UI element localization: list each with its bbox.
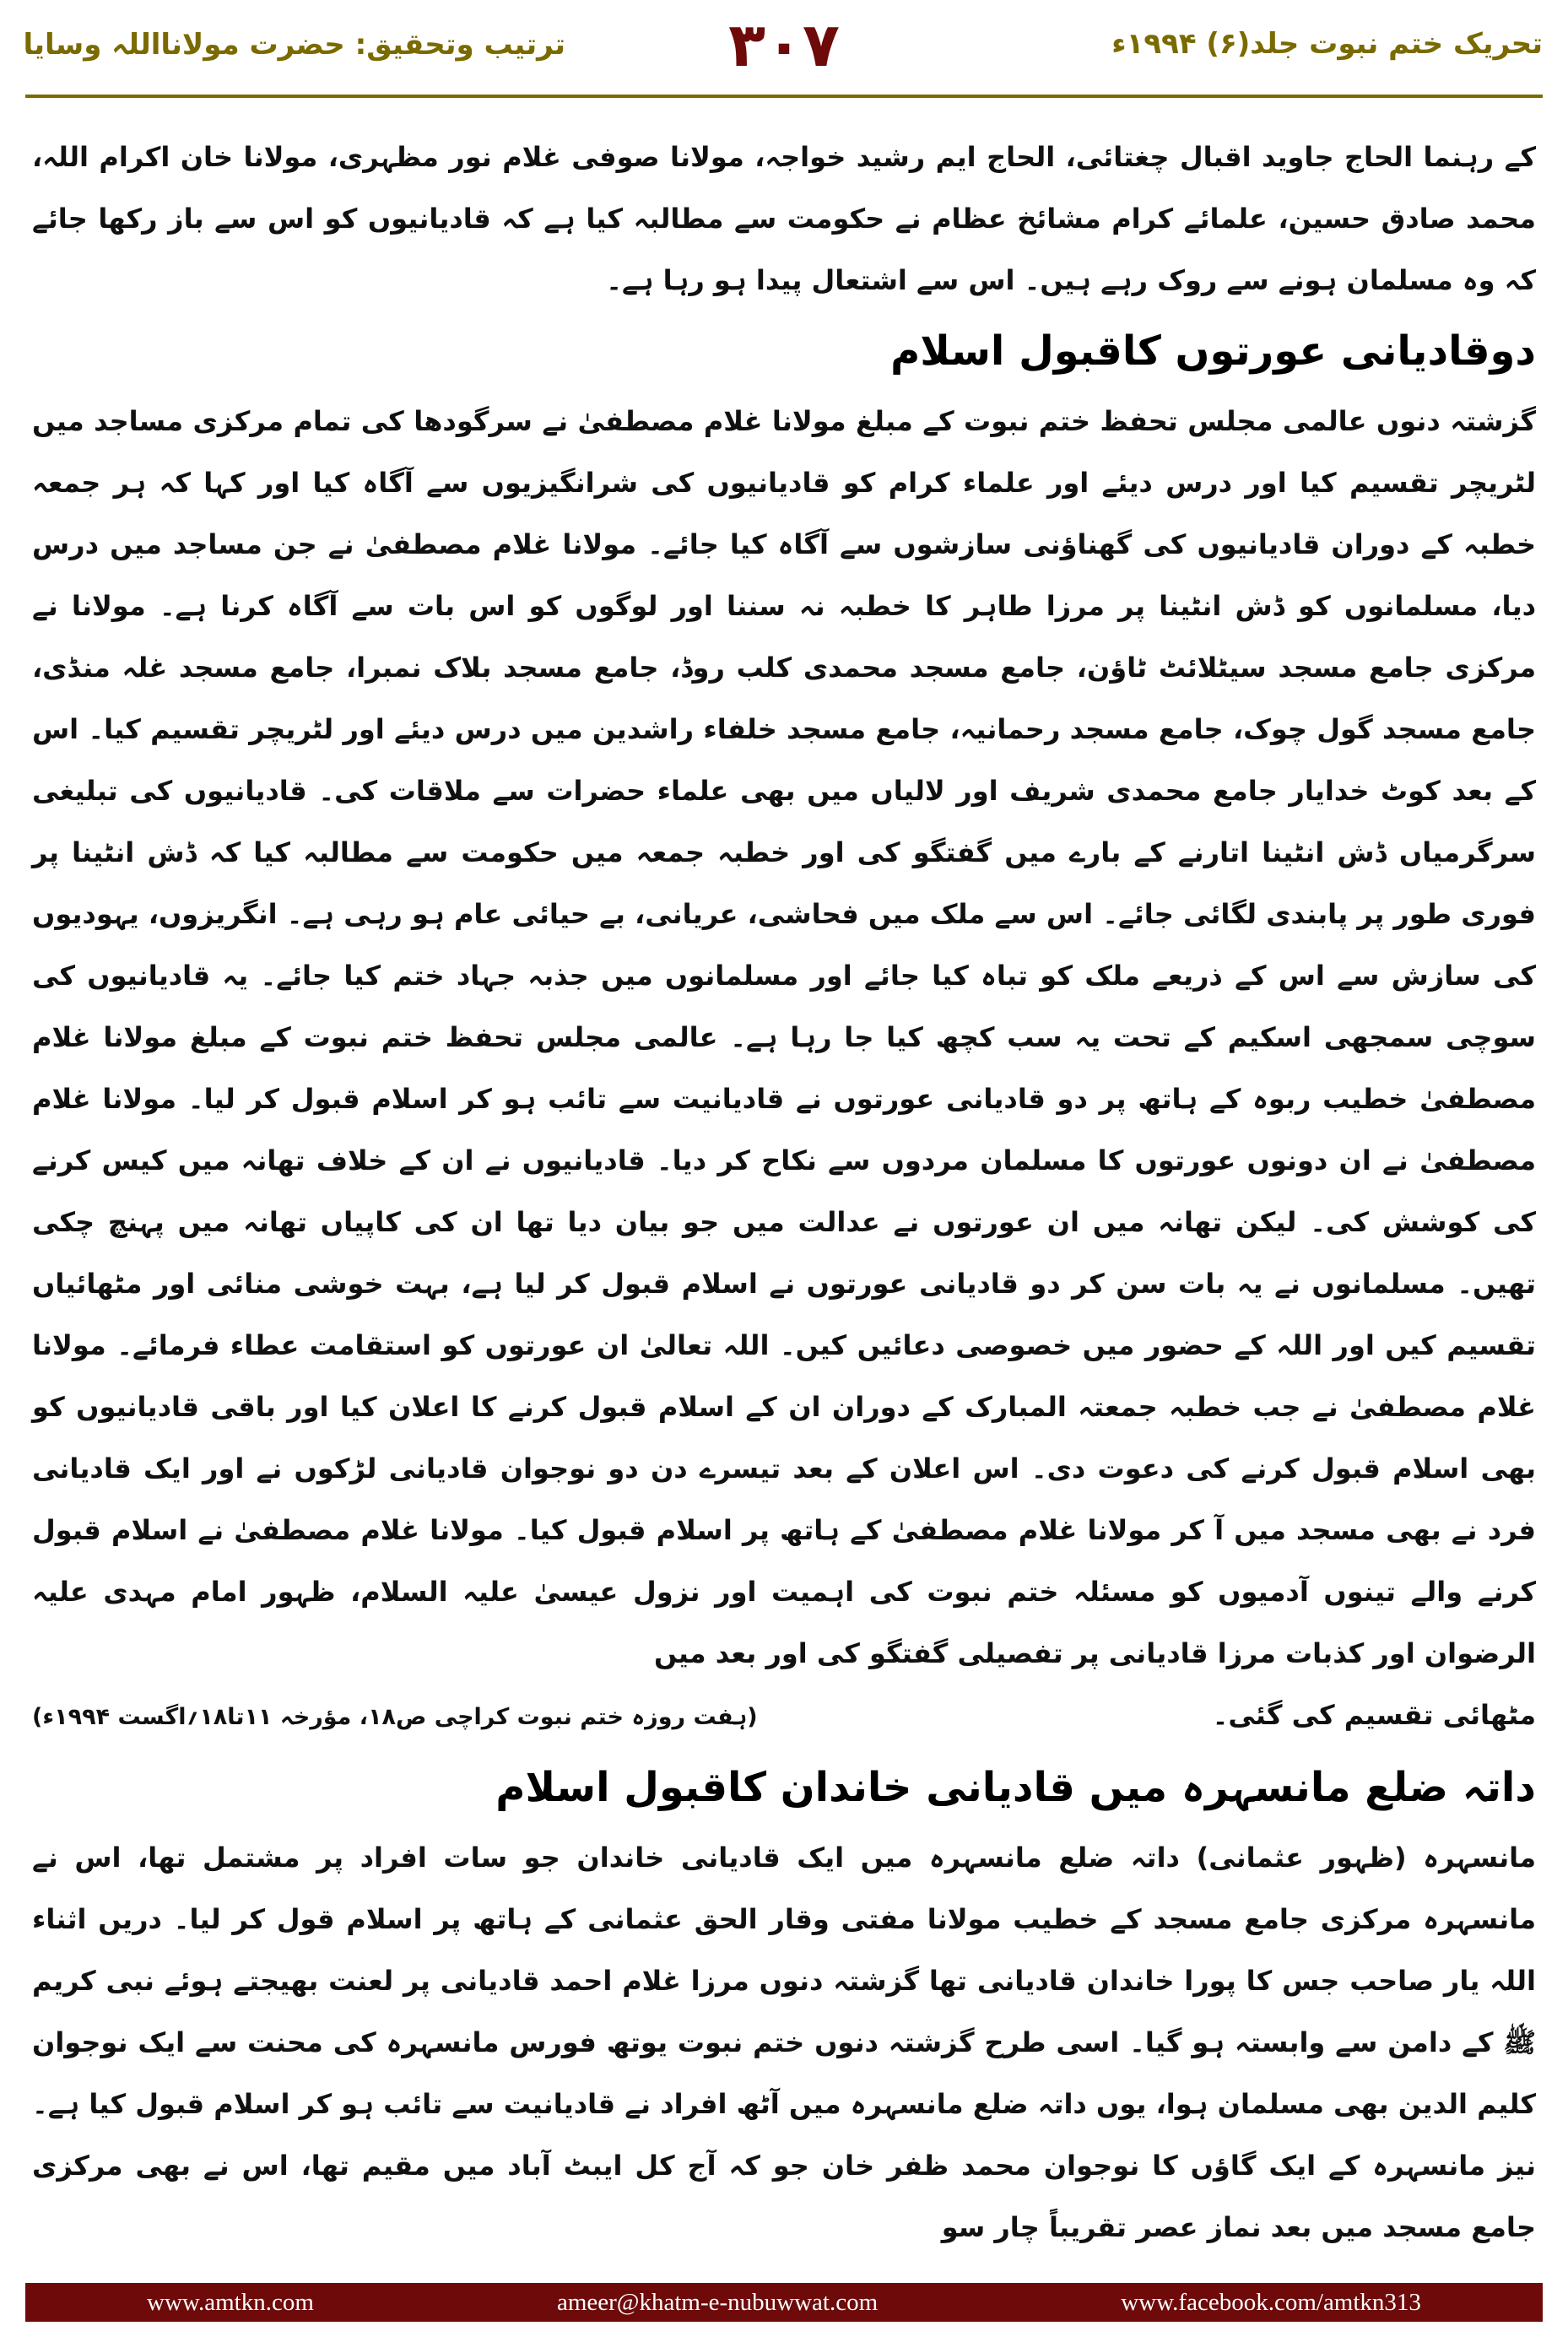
footer-email-link[interactable]: ameer@khatm-e-nubuwwat.com bbox=[556, 2288, 879, 2316]
book-title: تحریک ختم نبوت جلد(۶) ۱۹۹۴ء bbox=[1111, 27, 1543, 61]
section2-body: مانسہرہ (ظہور عثمانی) داتہ ضلع مانسہرہ میں ایک قادیانی خاندان جو سات افراد پر مشتمل تھا، اس نے مانسہرہ مرکزی جامع مسجد کے خطیب مولانا مفتی وقار الحق عثمانی کے ہاتھ پر اسلام قول کر لیا۔ دریں اثناء اللہ یار صاحب جس کا پورا خاندان قادیانی تھا گزشتہ دنوں مرزا غلام احمد قادیانی پر لعنت بھیجتے ہوئے نبی کریم ﷺ کے دامن سے وابستہ ہو گیا۔ اسی طرح گزشتہ دنوں ختم نبوت یوتھ فورس مانسہرہ کی محنت سے ایک نوجوان کلیم الدین بھی مسلمان ہوا، یوں داتہ ضلع مانسہرہ میں آٹھ افراد نے قادیانیت سے تائب ہو کر اسلام قبول کیا ہے۔ نیز مانسہرہ کے ایک گاؤں کا نوجوان محمد ظفر خان جو کہ آج کل ایبٹ آباد میں مقیم تھا، اس نے بھی مرکزی جامع مسجد میں بعد نماز عصر تقریباً چار سو bbox=[32, 1842, 1537, 2243]
section1-closing bbox=[32, 1685, 1536, 1748]
page-number: ۳۰۷ bbox=[728, 9, 840, 80]
footer-facebook-link[interactable]: www.facebook.com/amtkn313 bbox=[1121, 2288, 1421, 2316]
section2-heading: داتہ ضلع مانسہرہ میں قادیانی خاندان کاقبول اسلام bbox=[495, 1764, 1536, 1811]
section1-body: گزشتہ دنوں عالمی مجلس تحفظ ختم نبوت کے مبلغ مولانا غلام مصطفیٰ نے سرگودھا کی تمام مرکزی مساجد میں لٹریچر تقسیم کیا اور درس دیئے اور علماء کرام کو قادیانیوں کی شرانگیزیوں سے آگاہ کیا اور کہا کہ ہر جمعہ خطبہ کے دوران قادیانیوں کی گھناؤنی سازشوں سے آگاہ کیا جائے۔ مولانا غلام مصطفیٰ نے جن مساجد میں درس دیا، مسلمانوں کو ڈش انٹینا پر مرزا طاہر کا خطبہ نہ سننا اور لوگوں کو اس بات سے آگاہ کرنا ہے۔ مولانا نے مرکزی جامع مسجد سیٹلائٹ ٹاؤن، جامع مسجد محمدی کلب روڈ، جامع مسجد بلاک نمبرا، جامع مسجد غلہ منڈی، جامع مسجد گول چوک، جامع مسجد رحمانیہ، جامع مسجد خلفاء راشدین میں درس دیئے اور لٹریچر تقسیم کیا۔ اس کے بعد کوٹ خدایار جامع محمدی شریف اور لالیاں میں بھی علماء حضرات سے ملاقات کی۔ قادیانیوں کی تبلیغی سرگرمیاں ڈش انٹینا اتارنے کے بارے میں گفتگو کی اور خطبہ جمعہ میں حکومت سے مطالبہ کیا کہ ڈش انٹینا پر فوری طور پر پابندی لگائی جائے۔ اس سے ملک میں فحاشی، عریانی، بے حیائی عام ہو رہی ہے۔ انگریزوں، یہودیوں کی سازش سے اس کے ذریعے ملک کو تباہ کیا جائے اور مسلمانوں میں جذبہ جہاد ختم کیا جائے۔ یہ قادیانیوں کی سوچی سمجھی اسکیم کے تحت یہ سب کچھ کیا جا رہا ہے۔ عالمی مجلس تحفظ ختم نبوت کے مبلغ مولانا غلام مصطفیٰ خطیب ربوہ کے ہاتھ پر دو قادیانی عورتوں نے قادیانیت سے تائب ہو کر اسلام قبول کر لیا۔ مولانا غلام مصطفیٰ نے ان دونوں عورتوں کا مسلمان مردوں سے نکاح کر دیا۔ قادیانیوں نے ان کے خلاف تھانہ میں کیس کرنے کی کوشش کی۔ لیکن تھانہ میں ان عورتوں نے عدالت میں جو بیان دیا تھا ان کی کاپیاں تھانہ میں پہنچ چکی تھیں۔ مسلمانوں نے یہ بات سن کر دو قادیانی عورتوں نے اسلام قبول کر لیا ہے، بہت خوشی منائی اور مٹھائیاں تقسیم کیں اور اللہ کے حضور میں خصوصی دعائیں کیں۔ اللہ تعالیٰ ان عورتوں کو استقامت عطاء فرمائے۔ مولانا غلام مصطفیٰ نے جب خطبہ جمعتہ المبارک کے دوران ان کے اسلام قبول کرنے کا اعلان کیا اور باقی قادیانیوں کو بھی اسلام قبول کرنے کی دعوت دی۔ اس اعلان کے بعد تیسرے دن دو نوجوان قادیانی لڑکوں نے اور ایک قادیانی فرد نے بھی مسجد میں آ کر مولانا غلام مصطفیٰ کے ہاتھ پر اسلام قبول کیا۔ مولانا غلام مصطفیٰ نے اسلام قبول کرنے والے تینوں آدمیوں کو مسئلہ ختم نبوت کی اہمیت اور نزول عیسیٰ علیہ السلام، ظہور امام مہدی علیہ الرضوان اور کذبات مرزا قادیانی پر تفصیلی گفتگو کی اور بعد میں bbox=[32, 405, 1537, 1669]
compiler-credit: ترتیب وتحقیق: حضرت مولانااللہ وسایا bbox=[23, 28, 565, 62]
section1-last-line: مٹھائی تقسیم کی گئی۔ bbox=[1212, 1699, 1536, 1731]
section1-heading: دوقادیانی عورتوں کاقبول اسلام bbox=[890, 327, 1536, 375]
intro-paragraph: کے رہنما الحاج جاوید اقبال چغتائی، الحاج ایم رشید خواجہ، مولانا صوفی غلام نور مظہری، مولانا خان اکرام اللہ، محمد صادق حسین، علمائے کرام مشائخ عظام نے حکومت سے مطالبہ کیا ہے کہ قادیانیوں کو اس سے باز رکھا جائے کہ وہ مسلمان ہونے سے روک رہے ہیں۔ اس سے اشتعال پیدا ہو رہا ہے۔ bbox=[32, 141, 1536, 296]
page-footer bbox=[25, 2283, 1543, 2322]
page-body bbox=[32, 127, 1536, 2258]
header-divider bbox=[25, 95, 1543, 98]
section1-source-citation: (ہفت روزہ ختم نبوت کراچی ص۱۸، مؤرخہ ۱۱تا۱۸؍اگست ۱۹۹۴ء) bbox=[32, 1704, 758, 1730]
footer-website-link[interactable]: www.amtkn.com bbox=[147, 2288, 314, 2316]
page-header bbox=[0, 0, 1568, 110]
